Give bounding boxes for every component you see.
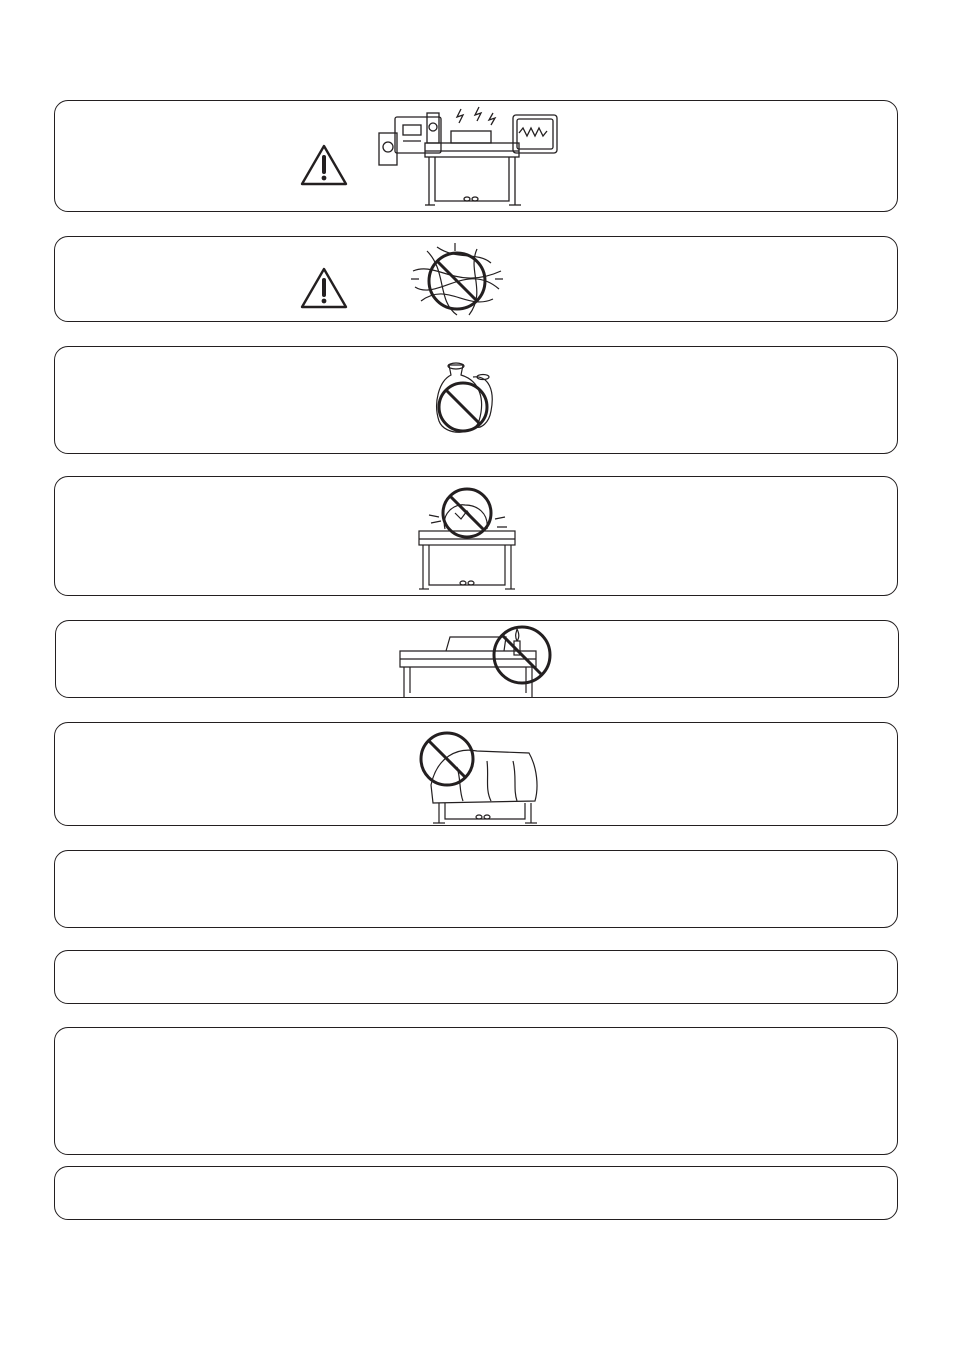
prohibited-object-on-piano-icon: [415, 483, 521, 593]
panel-blank-8: [54, 950, 898, 1004]
warning-triangle-icon: [299, 143, 349, 187]
prohibited-vase-icon: [431, 361, 505, 441]
prohibited-covering-piano-icon: [417, 727, 543, 825]
panel-open-flame: [55, 620, 899, 698]
prohibited-tangled-cables-icon: [407, 241, 507, 319]
panel-cover-cloth: [54, 722, 898, 826]
panel-interference: [54, 100, 898, 212]
panel-liquid-vase: [54, 346, 898, 454]
panel-blank-7: [54, 850, 898, 928]
panel-blank-10: [54, 1166, 898, 1220]
panel-tangled-cables: [54, 236, 898, 322]
warning-triangle-icon: [299, 266, 349, 310]
panel-heavy-objects: [54, 476, 898, 596]
panel-blank-9: [54, 1027, 898, 1155]
prohibited-candle-on-piano-icon: [386, 623, 556, 697]
piano-near-stereo-and-tv-icon: [375, 105, 565, 209]
